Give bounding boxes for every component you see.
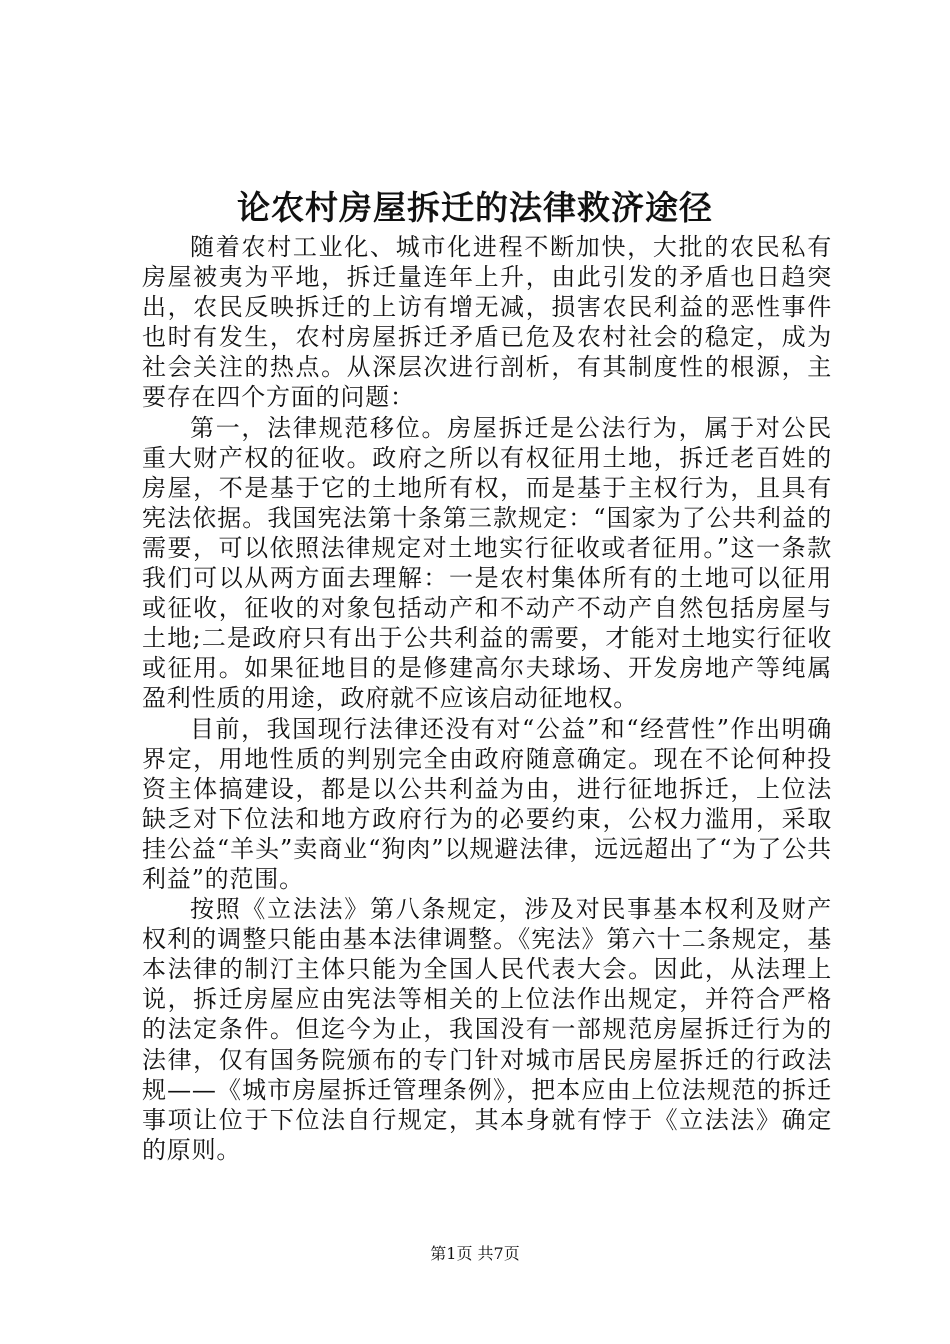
paragraph-legislation-law: 按照《立法法》第八条规定，涉及对民事基本权利及财产权利的调整只能由基本法律调整。《宪法》第六十二条规定，基本法律的制汀主体只能为全国人民代表大会。因此，从法理上说，拆迁房屋应由宪法等相关的上位法作出规定，并符合严格的法定条件。但迄今为止，我国没有一部规范房屋拆迁行为的法律，仅有国务院颁布的专门针对城市居民房屋拆迁的行政法规——《城市房屋拆迁管理条例》，把本应由上位法规范的拆迁事项让位于下位法自行规定，其本身就有悖于《立法法》确定的原则。 xyxy=(142,895,832,1164)
document-body xyxy=(142,232,832,1165)
paragraph-intro: 随着农村工业化、城市化进程不断加快，大批的农民私有房屋被夷为平地，拆迁量连年上升，由此引发的矛盾也日趋突出，农民反映拆迁的上访有增无减，损害农民利益的恶性事件也时有发生，农村房屋拆迁矛盾已危及农村社会的稳定，成为社会关注的热点。从深层次进行剖析，有其制度性的根源，主要存在四个方面的问题： xyxy=(142,233,832,412)
paragraph-current-status: 目前，我国现行法律还没有对“公益”和“经营性”作出明确界定，用地性质的判别完全由政府随意确定。现在不论何种投资主体搞建设，都是以公共利益为由，进行征地拆迁，上位法缺乏对下位法和地方政府行为的必要约束，公权力滥用，采取挂公益“羊头”卖商业“狗肉”以规避法律，远远超出了“为了公共利益”的范围。 xyxy=(142,714,832,893)
page-footer: 第1页 共7页 xyxy=(430,1244,520,1263)
paragraph-first-issue: 第一，法律规范移位。房屋拆迁是公法行为，属于对公民重大财产权的征收。政府之所以有权征用土地，拆迁老百姓的房屋，不是基于它的土地所有权，而是基于主权行为，且具有宪法依据。我国宪法第十条第三款规定：“国家为了公共利益的需要，可以依照法律规定对土地实行征收或者征用。”这一条款我们可以从两方面去理解：一是农村集体所有的土地可以征用或征收，征收的对象包括动产和不动产不动产自然包括房屋与土地;二是政府只有出于公共利益的需要，才能对土地实行征收或征用。如果征地目的是修建高尔夫球场、开发房地产等纯属盈利性质的用途，政府就不应该启动征地权。 xyxy=(142,413,832,713)
document-title: 论农村房屋拆迁的法律救济途径 xyxy=(237,188,713,227)
